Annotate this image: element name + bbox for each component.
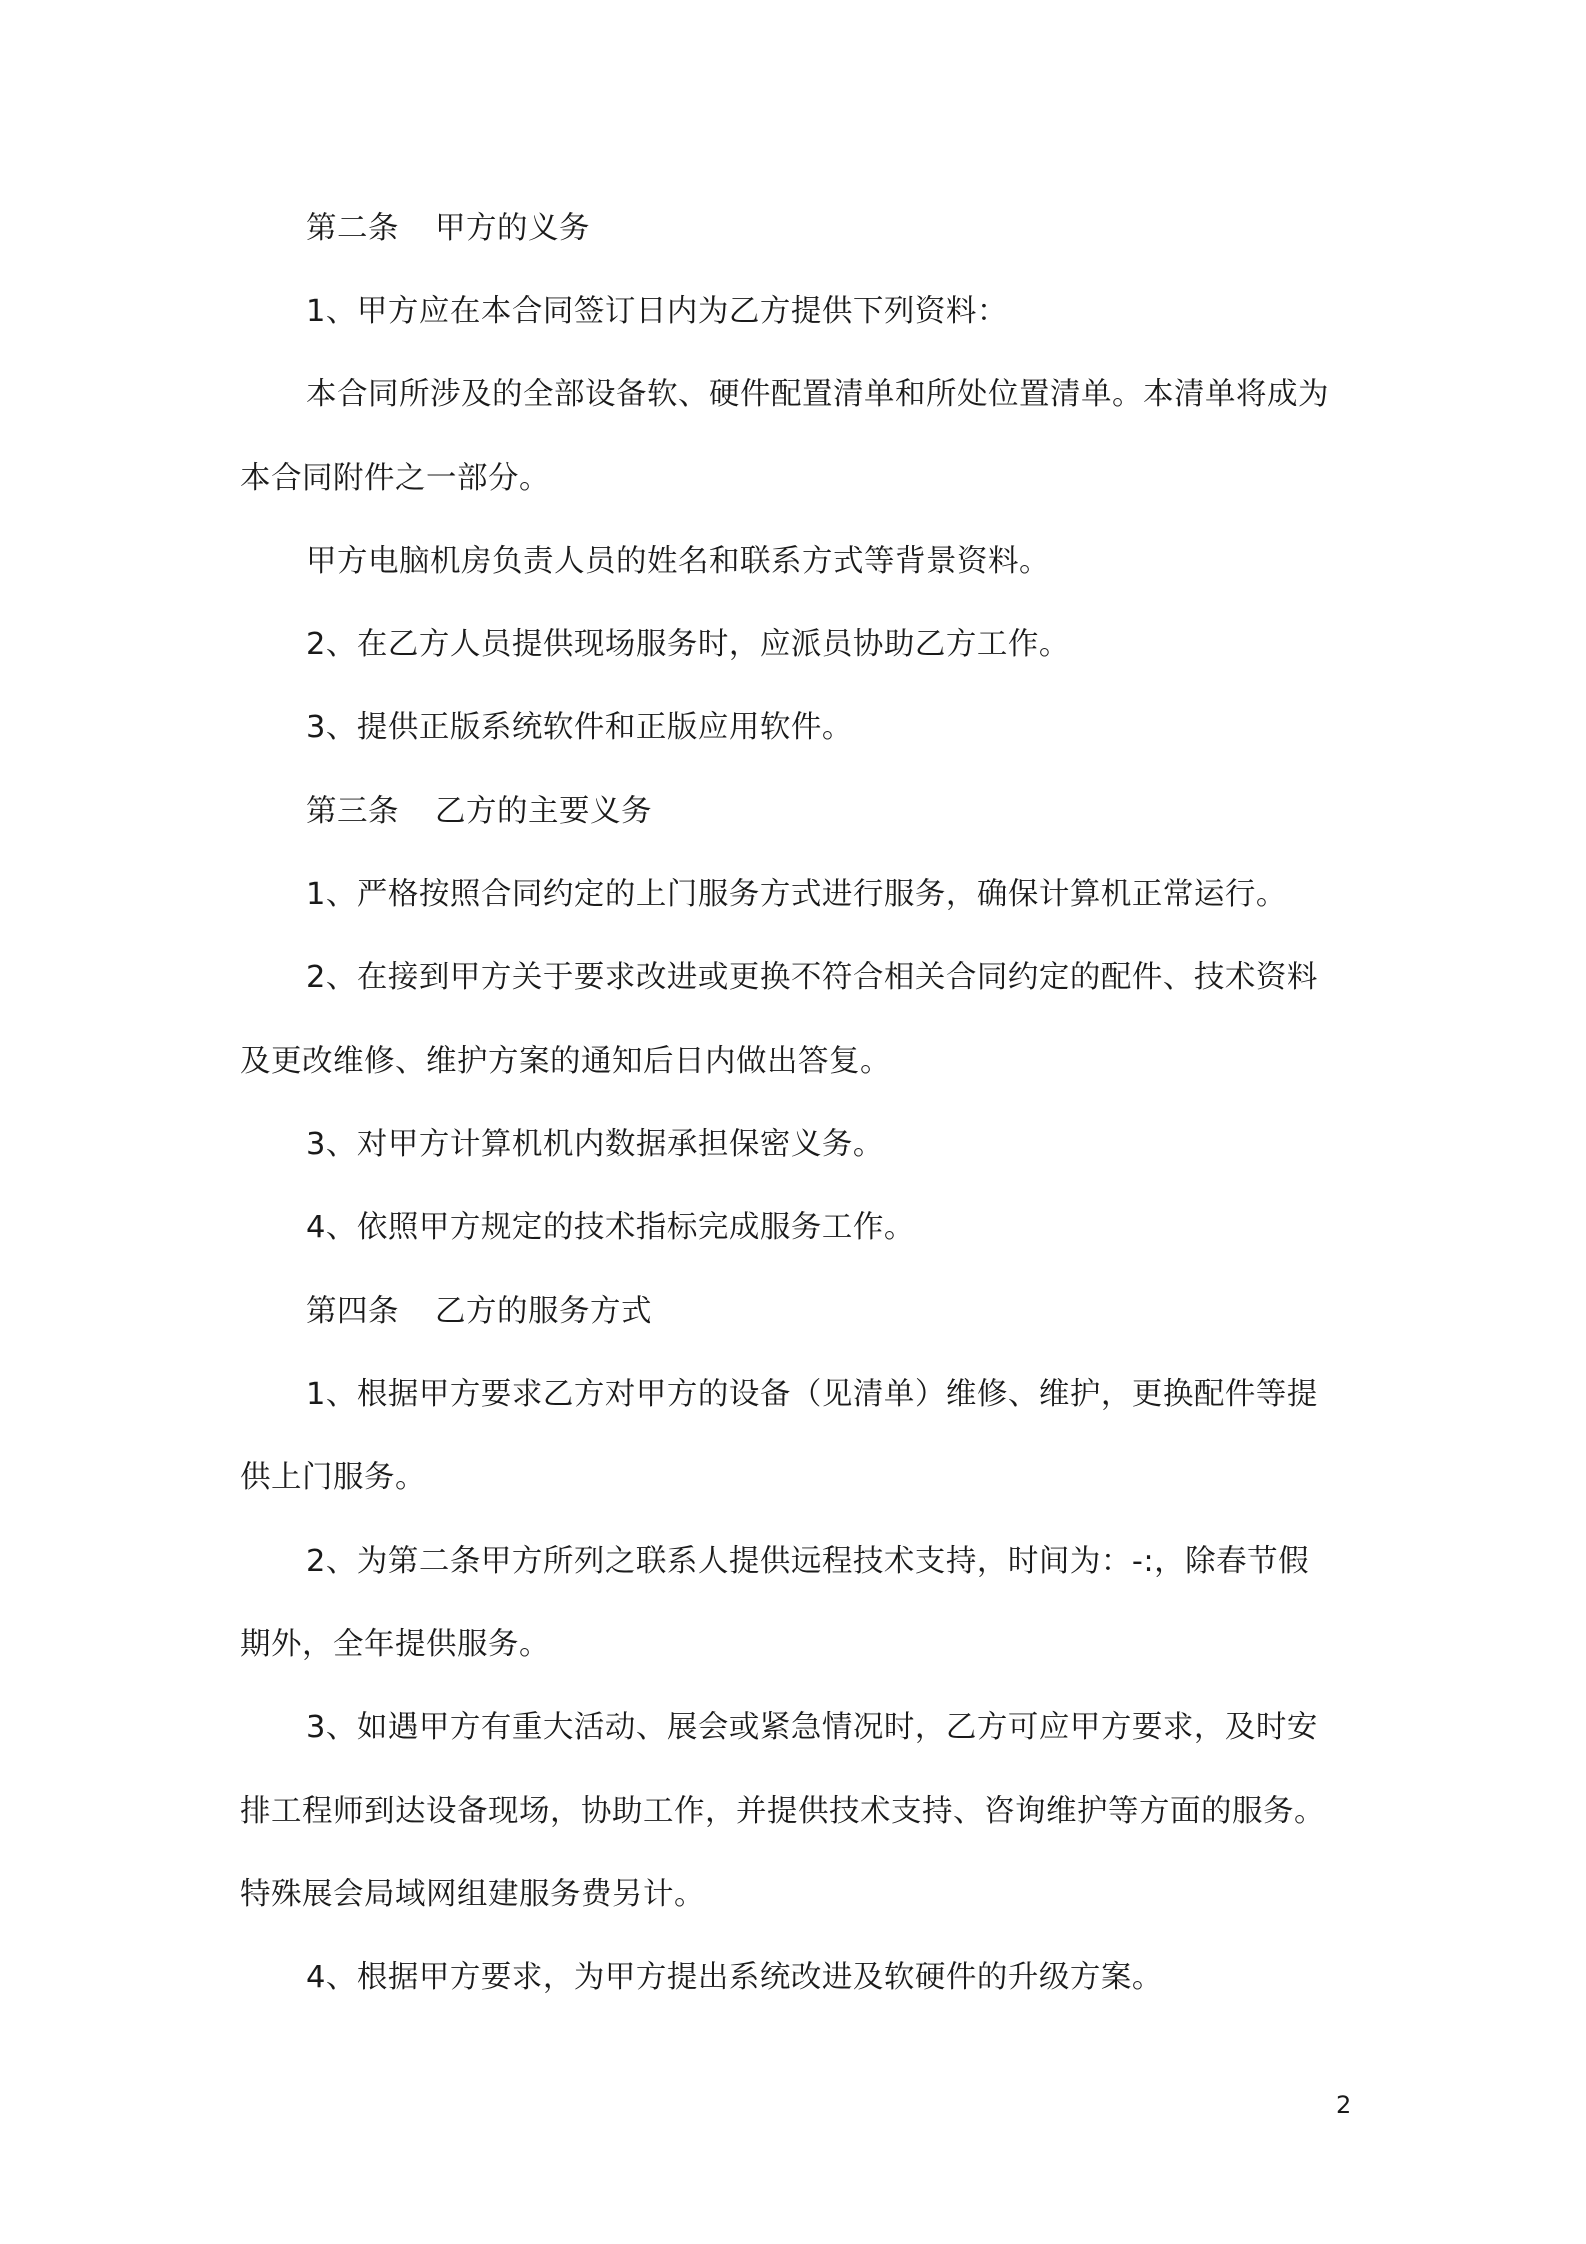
paragraph-continuation: 本合同附件之一部分。 <box>240 461 550 496</box>
paragraph-continuation: 及更改维修、维护方案的通知后日内做出答复。 <box>240 1044 891 1079</box>
paragraph: 2、在接到甲方关于要求改进或更换不符合相关合同约定的配件、技术资料 <box>306 960 1318 995</box>
paragraph: 1、甲方应在本合同签订日内为乙方提供下列资料： <box>306 294 1008 329</box>
paragraph-continuation: 特殊展会局域网组建服务费另计。 <box>240 1877 705 1912</box>
paragraph: 2、在乙方人员提供现场服务时，应派员协助乙方工作。 <box>306 627 1070 662</box>
paragraph: 3、如遇甲方有重大活动、展会或紧急情况时，乙方可应甲方要求，及时安 <box>306 1710 1318 1745</box>
paragraph: 甲方电脑机房负责人员的姓名和联系方式等背景资料。 <box>306 544 1050 579</box>
page-number: 2 <box>1336 2091 1352 2119</box>
paragraph: 3、提供正版系统软件和正版应用软件。 <box>306 710 853 745</box>
paragraph: 本合同所涉及的全部设备软、硬件配置清单和所处位置清单。本清单将成为 <box>306 377 1329 412</box>
article-4-number: 第四条 <box>306 1294 399 1329</box>
article-4-heading <box>306 1290 1426 1334</box>
paragraph-continuation: 供上门服务。 <box>240 1460 426 1495</box>
article-2-number: 第二条 <box>306 211 399 246</box>
paragraph: 4、依照甲方规定的技术指标完成服务工作。 <box>306 1210 915 1245</box>
paragraph: 1、严格按照合同约定的上门服务方式进行服务，确保计算机正常运行。 <box>306 877 1287 912</box>
article-3-heading <box>306 790 1426 834</box>
paragraph: 2、为第二条甲方所列之联系人提供远程技术支持，时间为：-:，除春节假 <box>306 1544 1310 1579</box>
article-4-title: 乙方的服务方式 <box>435 1294 652 1329</box>
article-3-title: 乙方的主要义务 <box>435 794 652 829</box>
paragraph: 4、根据甲方要求，为甲方提出系统改进及软硬件的升级方案。 <box>306 1960 1163 1995</box>
paragraph-continuation: 排工程师到达设备现场，协助工作，并提供技术支持、咨询维护等方面的服务。 <box>240 1794 1325 1829</box>
paragraph: 3、对甲方计算机机内数据承担保密义务。 <box>306 1127 884 1162</box>
paragraph-continuation: 期外，全年提供服务。 <box>240 1627 550 1662</box>
article-3-number: 第三条 <box>306 794 399 829</box>
paragraph: 1、根据甲方要求乙方对甲方的设备（见清单）维修、维护，更换配件等提 <box>306 1377 1318 1412</box>
article-2-title: 甲方的义务 <box>435 211 590 246</box>
article-2-heading <box>306 207 1426 251</box>
